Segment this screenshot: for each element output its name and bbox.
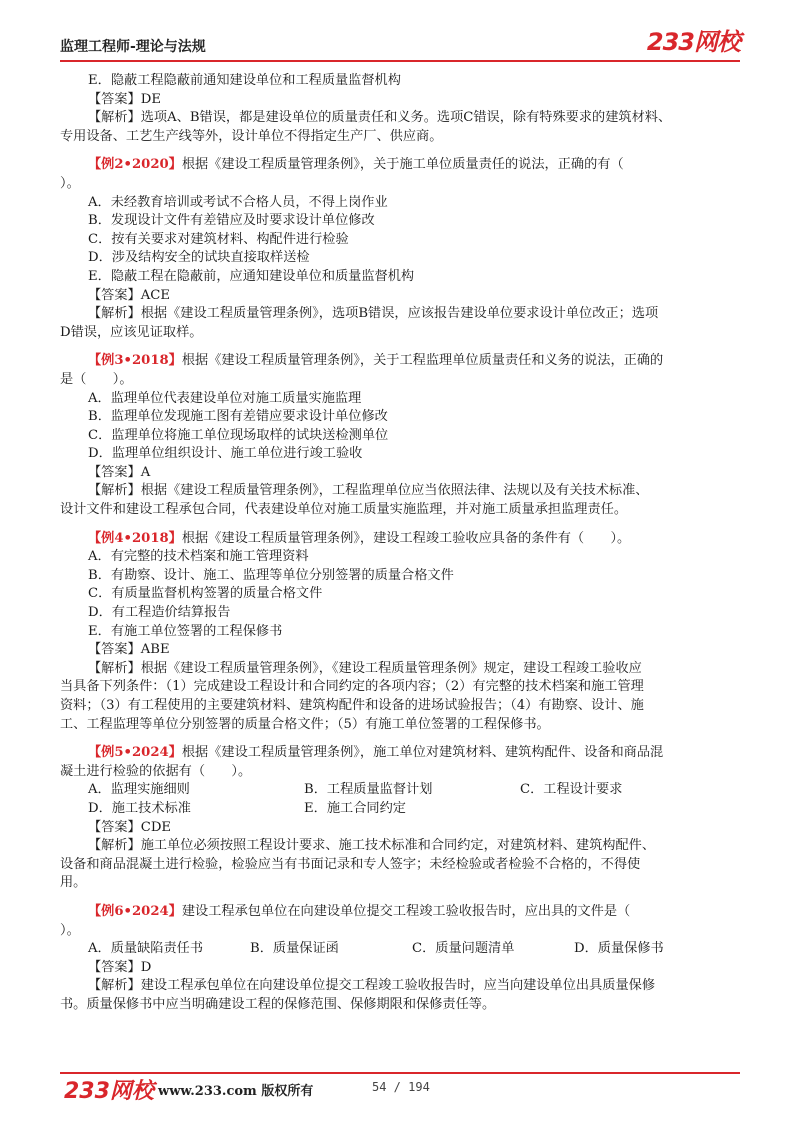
example-6-stem-text: 建设工程承包单位在向建设单位提交工程竣工验收报告时，应出具的文件是（ <box>181 903 631 919</box>
answer-label: 【答案】 <box>88 959 141 975</box>
answer-value: A <box>140 464 151 480</box>
option: C．按有关要求对建筑材料、构配件进行检验 <box>88 231 349 247</box>
example-6-tag: 【例6•2024】 <box>88 903 182 919</box>
header-logo <box>647 22 740 57</box>
option: D．施工技术标准 <box>88 800 191 816</box>
analysis-line: 当具备下列条件：（1）完成建设工程设计和合同约定的各项内容；（2）有完整的技术档案和施工管理 <box>60 679 644 695</box>
example-3-tag: 【例3•2018】 <box>88 353 182 369</box>
option: E．施工合同约定 <box>304 800 406 816</box>
option: D．监理单位组织设计、施工单位进行竣工验收 <box>88 446 363 462</box>
answer-value: ABE <box>140 642 170 658</box>
option: A．监理实施细则 <box>88 782 190 798</box>
analysis-line: 工、工程监理等单位分别签署的质量合格文件；（5）有施工单位签署的工程保修书。 <box>60 716 550 732</box>
answer-value: D <box>140 959 152 975</box>
example-5-stem-text: 根据《建设工程质量管理条例》，施工单位对建筑材料、建筑构配件、设备和商品混 <box>181 745 664 761</box>
example-5-answer <box>88 819 740 838</box>
answer-value: ACE <box>140 287 170 303</box>
option: B．有勘察、设计、施工、监理等单位分别签署的质量合格文件 <box>88 567 454 583</box>
example-2-stem-text: 根据《建设工程质量管理条例》，关于施工单位质量责任的说法，正确的有（ <box>181 157 624 173</box>
prev-answer <box>88 91 740 110</box>
example-3-stem <box>88 352 740 371</box>
analysis-line: 资料；（3）有工程使用的主要建筑材料、建筑构配件和设备的进场试验报告；（4）有勘察、设计、施 <box>60 698 644 713</box>
example-2-answer <box>88 287 740 306</box>
example-6-answer <box>88 959 740 978</box>
analysis-line: 【解析】根据《建设工程质量管理条例》，工程监理单位应当依照法律、法规以及有关技术标准、 <box>88 483 649 499</box>
analysis-line: 设备和商品混凝土进行检验，检验应当有书面记录和专人签字；未经检验或者检验不合格的，不得使 <box>60 856 641 872</box>
option-row <box>88 781 740 800</box>
footer-logo: 233网校 <box>64 1079 154 1104</box>
option: D．有工程造价结算报告 <box>88 605 231 621</box>
analysis-line: 【解析】根据《建设工程质量管理条例》，选项B错误，应该报告建设单位要求设计单位改正；选项 <box>88 306 659 322</box>
example-4-answer <box>88 641 740 660</box>
example-5-stem <box>88 744 740 763</box>
example-5-tag: 【例5•2024】 <box>88 745 182 761</box>
option: A．监理单位代表建设单位对施工质量实施监理 <box>88 390 362 406</box>
option-row <box>88 940 740 959</box>
example-6-stem-cont: ）。 <box>60 922 80 938</box>
answer-label: 【答案】 <box>88 642 141 658</box>
analysis-line: 【解析】施工单位必须按照工程设计要求、施工技术标准和合同约定，对建筑材料、建筑构配件、 <box>88 838 656 854</box>
example-6-stem <box>88 903 740 922</box>
logo-number: 233 <box>646 28 694 56</box>
answer-value: DE <box>140 91 161 107</box>
option: B．监理单位发现施工图有差错应要求设计单位修改 <box>88 409 388 425</box>
option: D．质量保修书 <box>574 941 664 957</box>
option: E．隐蔽工程在隐蔽前，应通知建设单位和质量监督机构 <box>88 268 415 284</box>
example-5-stem-cont: 凝土进行检验的依据有（ ）。 <box>60 763 252 779</box>
analysis-line: D错误，应该见证取样。 <box>60 324 203 340</box>
answer-label: 【答案】 <box>88 287 141 303</box>
footer-site-link[interactable]: www.233.com 版权所有 <box>158 1084 314 1099</box>
prev-analysis-line: 【解析】选项A、B错误，都是建设单位的质量责任和义务。选项C错误，除有特殊要求的建筑材料、 <box>88 110 672 126</box>
example-4-stem-text: 根据《建设工程质量管理条例》，建设工程竣工验收应具备的条件有（ ）。 <box>181 530 631 546</box>
analysis-line: 设计文件和建设工程承包合同，代表建设单位对施工质量实施监理，并对施工质量承担监理责任。 <box>60 502 628 518</box>
answer-label: 【答案】 <box>88 91 141 107</box>
option: A．质量缺陷责任书 <box>88 941 204 957</box>
analysis-line: 【解析】根据《建设工程质量管理条例》，《建设工程质量管理条例》规定，建设工程竣工验收应 <box>88 660 642 676</box>
option-row <box>88 800 740 819</box>
header-title: 监理工程师-理论与法规 <box>60 39 206 55</box>
option: A．有完整的技术档案和施工管理资料 <box>88 549 309 565</box>
option: C．监理单位将施工单位现场取样的试块送检测单位 <box>88 427 389 443</box>
option: A．未经教育培训或考试不合格人员，不得上岗作业 <box>88 194 388 210</box>
answer-value: CDE <box>140 819 172 835</box>
option: B．工程质量监督计划 <box>304 782 433 798</box>
answer-label: 【答案】 <box>88 464 141 480</box>
option: C．工程设计要求 <box>520 782 623 798</box>
example-4-stem <box>88 530 740 549</box>
answer-label: 【答案】 <box>88 819 141 835</box>
analysis-line: 用。 <box>60 875 87 891</box>
example-2-tag: 【例2•2020】 <box>88 157 182 173</box>
option: E．有施工单位签署的工程保修书 <box>88 623 283 639</box>
example-2-stem <box>88 156 740 175</box>
example-3-stem-text: 根据《建设工程质量管理条例》，关于工程监理单位质量责任和义务的说法，正确的 <box>181 353 664 369</box>
option: C．质量问题清单 <box>412 941 515 957</box>
prev-analysis-line: 专用设备、工艺生产线等外，设计单位不得指定生产厂、供应商。 <box>60 128 443 144</box>
page-header <box>60 22 740 58</box>
analysis-line: 【解析】建设工程承包单位在向建设单位提交工程竣工验收报告时，应当向建设单位出具质量保修 <box>88 978 656 994</box>
footer-divider <box>60 1072 740 1074</box>
option: B．发现设计文件有差错应及时要求设计单位修改 <box>88 213 375 229</box>
example-3-answer <box>88 464 740 483</box>
option: B．质量保证函 <box>250 941 339 957</box>
header-divider <box>60 60 740 62</box>
page-content <box>60 72 740 1015</box>
option: C．有质量监督机构签署的质量合格文件 <box>88 586 323 602</box>
logo-text: 网校 <box>694 28 740 56</box>
page-number: 54 / 194 <box>372 1080 430 1094</box>
example-2-stem-cont: ）。 <box>60 175 80 191</box>
example-4-tag: 【例4•2018】 <box>88 530 182 546</box>
example-3-stem-cont: 是（ ）。 <box>60 371 133 387</box>
prev-option-e: E．隐蔽工程隐蔽前通知建设单位和工程质量监督机构 <box>88 73 401 88</box>
analysis-line: 书。质量保修书中应当明确建设工程的保修范围、保修期限和保修责任等。 <box>60 996 496 1012</box>
option: D．涉及结构安全的试块直接取样送检 <box>88 250 310 266</box>
